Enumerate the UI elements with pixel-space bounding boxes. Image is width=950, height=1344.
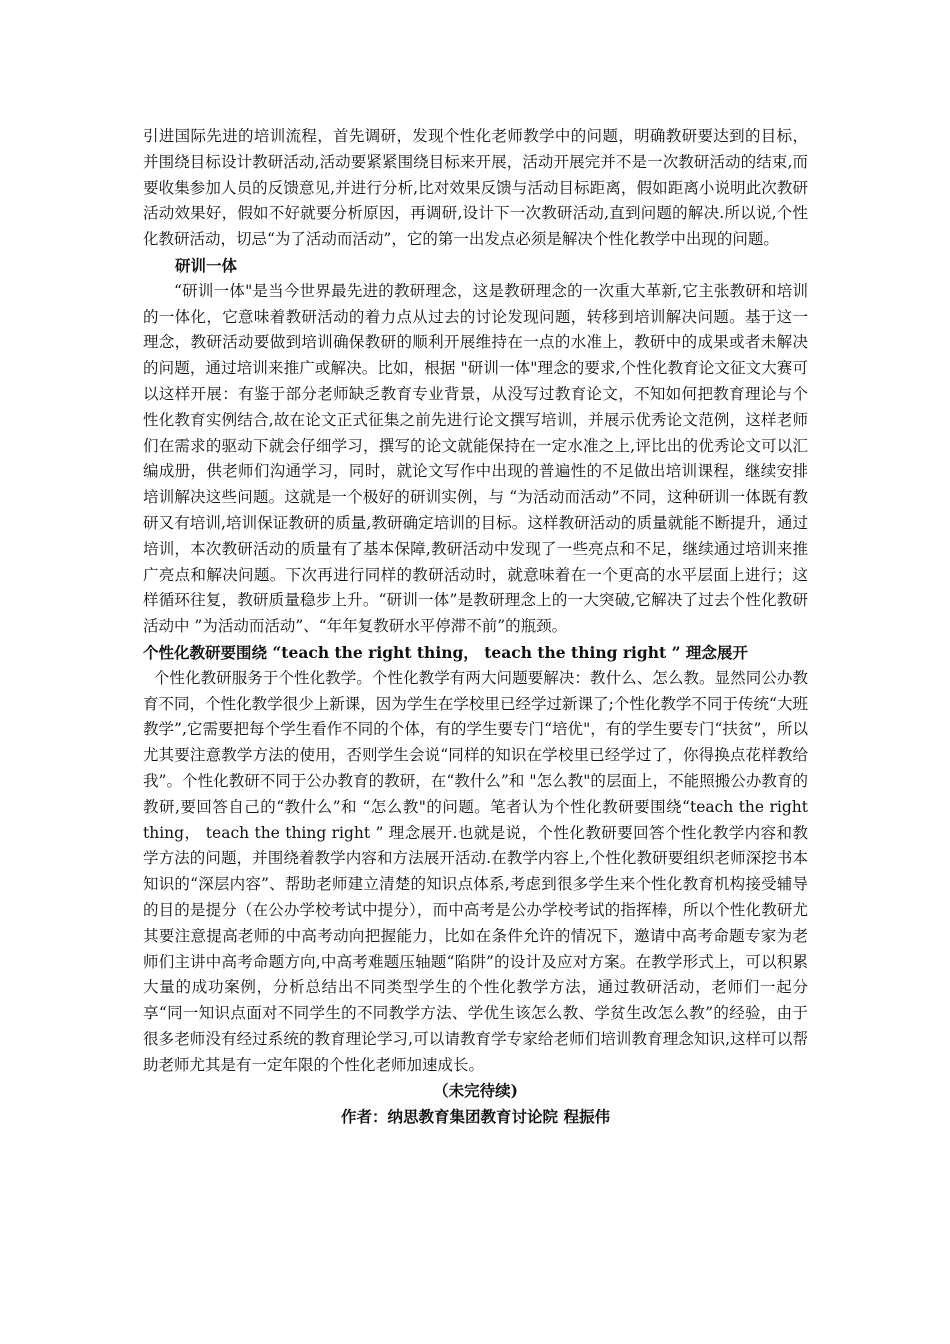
author-line: 作者：纳思教育集团教育讨论院 程振伟 [341,1107,610,1127]
document-page [143,124,808,1130]
research-training-paragraph: “研训一体"是当今世界最先进的教研理念，这是教研理念的一次重大革新,它主张教研和培训的一体化，它意味着教研活动的着力点从过去的讨论发现问题，转移到培训解决问题。基于这一理念，教研活动要做到培训确保教研的顺利开展维持在一点的水准上，教研中的成果或者未解决的问题，通过培训来推广或解决。比如，根据 "研训一体"理念的要求,个性化教育论文征文大赛可以这样开展：有鉴于部分老师缺乏教育专业背景，从没写过教育论文，不知如何把教育理论与个性化教育实例结合,故在论文正式征集之前先进行论文撰写培训，并展示优秀论文范例，这样老师们在需求的驱动下就会仔细学习，撰写的论文就能保持在一定水准之上,评比出的优秀论文可以汇编成册，供老师们沟通学习，同时，就论文写作中出现的普遍性的不足做出培训课程，继续安排培训解决这些问题。这就是一个极好的研训实例，与 “为活动而活动”不同，这种研训一体既有教研又有培训,培训保证教研的质量,教研确定培训的目标。这样教研活动的质量就能不断提升，通过培训，本次教研活动的质量有了基本保障,教研活动中发现了一些亮点和不足，继续通过培训来推广亮点和解决问题。下次再进行同样的教研活动时，就意味着在一个更高的水平层面上进行；这样循环往复，教研质量稳步上升。“研训一体”是教研理念上的一大突破,它解决了过去个性化教研活动中 ”为活动而活动”、“年年复教研水平停滞不前”的瓶颈。 [143,281,808,636]
teach-right-paragraph: 个性化教研服务于个性化教学。个性化教学有两大问题要解决：教什么、怎么教。显然同公办教育不同，个性化教学很少上新课，因为学生在学校里已经学过新课了;个性化教学不同于传统“大班教学”,它需要把每个学生看作不同的个体，有的学生要专门“培优"，有的学生要专门“扶贫”，所以尤其要注意教学方法的使用，否则学生会说“同样的知识在学校里已经学过了，你得换点花样教给我”。个性化教研不同于公办教育的教研，在“教什么”和 "怎么教"的层面上，不能照搬公办教育的教研,要回答自己的“教什么”和 “怎么教"的问题。笔者认为个性化教研要围绕“teach the right thing， teach the thing right ” 理念展开.也就是说，个性化教研要回答个性化教学内容和教学方法的问题，并围绕着教学内容和方法展开活动.在教学内容上,个性化教研要组织老师深挖书本知识的“深层内容”、帮助老师建立清楚的知识点体系,考虑到很多学生来个性化教育机构接受辅导的目的是提分（在公办学校考试中提分），而中高考是公办学校考试的指挥棒，所以个性化教研尤其要注意提高老师的中高考动向把握能力，比如在条件允许的情况下，邀请中高考命题专家为老师们主讲中高考命题方向,中高考难题压轴题“陷阱”的设计及应对方案。在教学形式上，可以积累大量的成功案例，分析总结出不同类型学生的个性化教学方法，通过教研活动，老师们一起分享“同一知识点面对不同学生的不同教学方法、学优生该怎么教、学贫生改怎么教”的经验，由于很多老师没有经过系统的教育理论学习,可以请教育学专家给老师们培训教育理念知识,这样可以帮助老师尤其是有一定年限的个性化老师加速成长。 [143,668,808,1074]
section-heading-research-training: 研训一体 [175,255,238,275]
section-heading-teach-right: 个性化教研要围绕 “teach the right thing， teach the thing right ” 理念展开 [143,642,748,662]
to-be-continued: （未完待续) [433,1081,518,1101]
intro-paragraph: 引进国际先进的培训流程，首先调研，发现个性化老师教学中的问题，明确教研要达到的目标，并围绕目标设计教研活动,活动要紧紧围绕目标来开展，活动开展完并不是一次教研活动的结束,而要收集参加人员的反馈意见,并进行分析,比对效果反馈与活动目标距离，假如距离小说明此次教研活动效果好，假如不好就要分析原因，再调研,设计下一次教研活动,直到问题的解决.所以说,个性化教研活动，切忌“为了活动而活动”，它的第一出发点必须是解决个性化教学中出现的问题。 [143,127,808,249]
